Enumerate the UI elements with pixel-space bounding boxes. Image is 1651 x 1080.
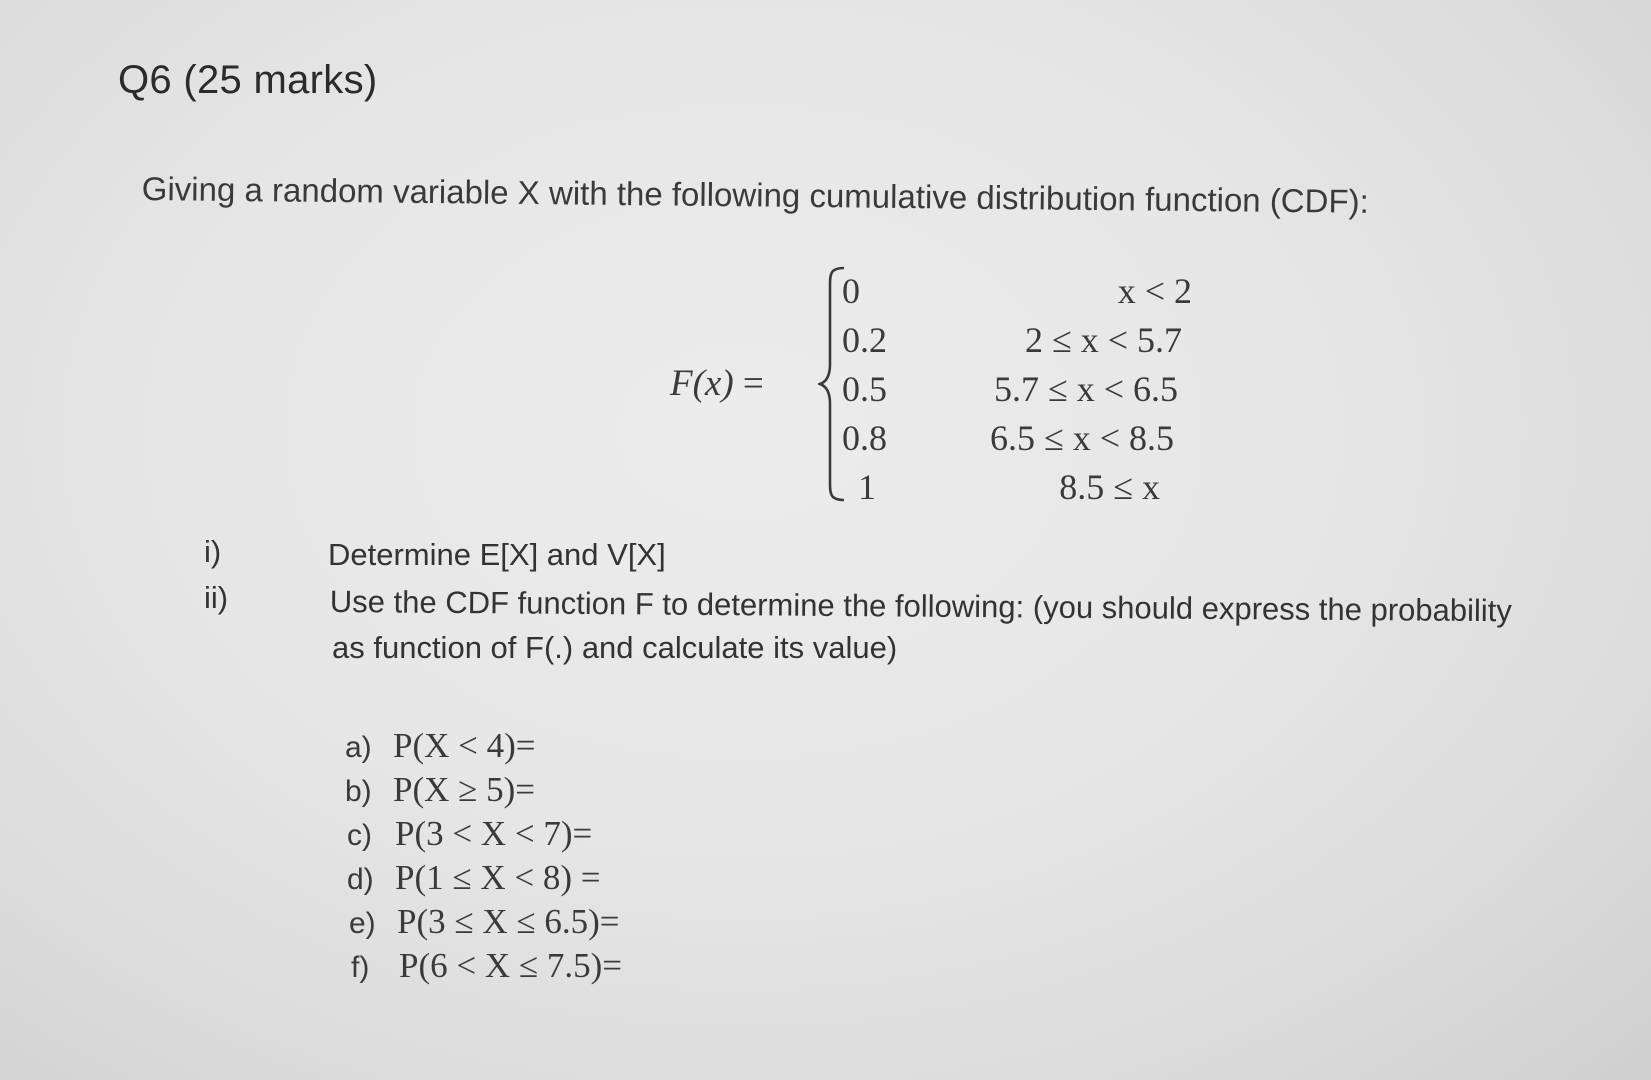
part-i-text: Determine E[X] and V[X] [328,537,666,572]
subpart-letter: f) [351,951,370,984]
subpart-expression: P(3 < X < 7)= [395,814,593,853]
list-item [351,946,622,986]
question-intro: Giving a random variable X with the following cumulative distribution function (CDF): [141,170,1369,220]
cdf-lhs [670,362,764,405]
cdf-definition [670,262,1230,512]
cdf-condition: 6.5 ≤ x < 8.5 [989,418,1174,458]
cdf-condition: 8.5 ≤ x [1059,467,1160,507]
list-item [347,814,592,854]
subpart-letter: c) [347,819,372,852]
list-item [349,902,619,942]
cdf-value: 0.8 [842,418,887,458]
cdf-condition: 5.7 ≤ x < 6.5 [993,369,1178,409]
subpart-expression: P(1 ≤ X < 8) = [395,858,601,897]
subpart-expression: P(X < 4)= [393,726,536,765]
cdf-value: 0.2 [842,320,887,360]
part-ii-text-line2: as function of F(.) and calculate its value) [332,630,898,665]
part-marker-i: i) [204,534,222,569]
question-title: Q6 (25 marks) [118,58,378,102]
cdf-function-name: F(x) [670,363,734,404]
subpart-letter: d) [347,863,374,896]
part-marker-ii: ii) [204,580,229,615]
cdf-condition: x < 2 [1117,271,1192,311]
cdf-equals-sign: = [742,363,764,404]
subpart-letter: e) [349,907,376,940]
subpart-letter: b) [345,775,372,808]
cdf-value: 1 [858,467,876,507]
cdf-condition: 2 ≤ x < 5.7 [1024,320,1182,360]
subpart-expression: P(6 < X ≤ 7.5)= [399,946,622,985]
part-ii-text-line1: Use the CDF function F to determine the following: (you should express the probability [329,584,1513,629]
cdf-value: 0.5 [842,369,887,409]
subpart-expression: P(X ≥ 5)= [393,770,535,809]
list-item [345,770,535,810]
cdf-value: 0 [842,271,860,311]
list-item [345,726,536,766]
subpart-letter: a) [345,731,372,764]
list-item [347,858,601,898]
subpart-expression: P(3 ≤ X ≤ 6.5)= [397,902,620,941]
